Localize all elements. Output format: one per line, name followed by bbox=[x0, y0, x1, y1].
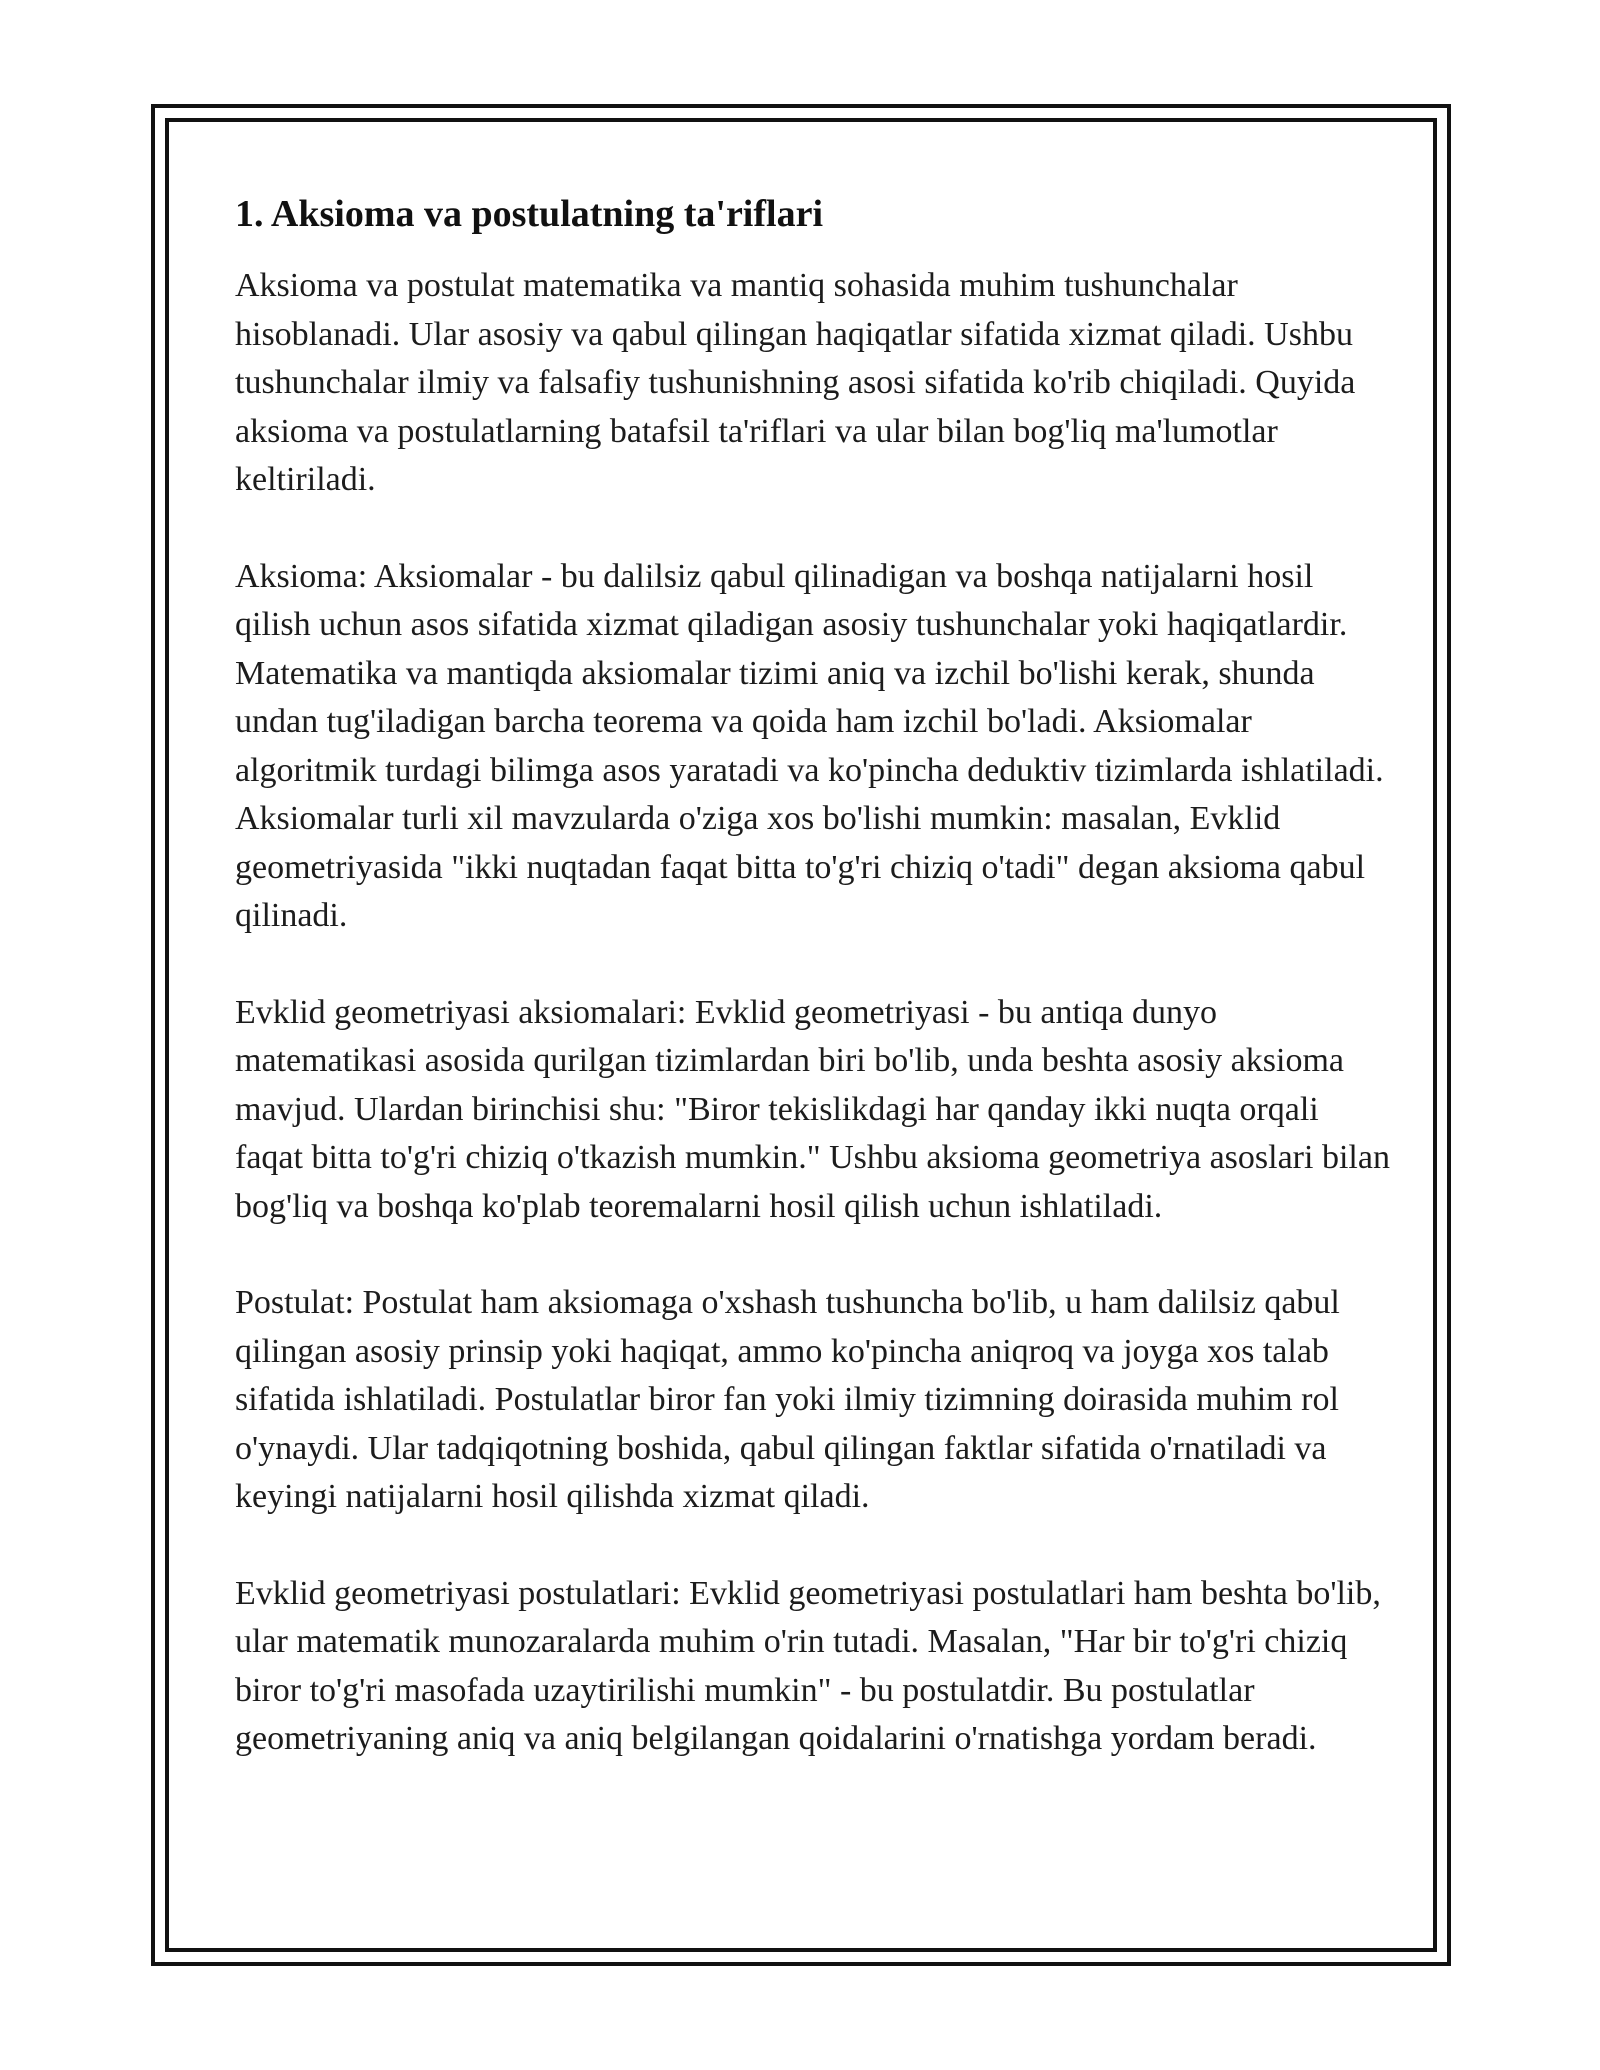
paragraph-euclid-postulates: Evklid geometriyasi postulatlari: Evklid geometriyasi postulatlari ham beshta bo'lib, ular matematik munozaralarda muhim o'rin tutadi. Masalan, "Har bir to'g'ri chiziq biror to'g'ri masofada uzaytirilishi mumkin" - bu postulatdir. Bu postulatlar geometriyaning aniq va aniq belgilangan qoidalarini o'rnatishga yordam beradi. bbox=[235, 1574, 1381, 1757]
paragraph-euclid-axioms: Evklid geometriyasi aksiomalari: Evklid geometriyasi - bu antiqa dunyo matematikasi asosida qurilgan tizimlardan biri bo'lib, unda beshta asosiy aksioma mavjud. Ulardan birinchisi shu: "Biror tekislikdagi har qanday ikki nuqta orqali faqat bitta to'g'ri chiziq o'tkazish mumkin." Ushbu aksioma geometriya asoslari bilan bog'liq va boshqa ko'plab teoremalarni hosil qilish uchun ishlatiladi. bbox=[235, 993, 1390, 1225]
document-body bbox=[235, 188, 1395, 1812]
paragraph-intro: Aksioma va postulat matematika va mantiq sohasida muhim tushunchalar hisoblanadi. Ular asosiy va qabul qilingan haqiqatlar sifatida xizmat qiladi. Ushbu tushunchalar ilmiy va falsafiy tushunishning asosi sifatida ko'rib chiqiladi. Quyida aksioma va postulatlarning batafsil ta'riflari va ular bilan bog'liq ma'lumotlar keltiriladi. bbox=[235, 267, 1356, 498]
section-heading: 1. Aksioma va postulatning ta'riflari bbox=[235, 193, 823, 235]
paragraph-postulate: Postulat: Postulat ham aksiomaga o'xshash tushuncha bo'lib, u ham dalilsiz qabul qilingan asosiy prinsip yoki haqiqat, ammo ko'pincha aniqroq va joyga xos talab sifatida ishlatiladi. Postulatlar biror fan yoki ilmiy tizimning doirasida muhim rol o'ynaydi. Ular tadqiqotning boshida, qabul qilingan faktlar sifatida o'rnatiladi va keyingi natijalarni hosil qilishda xizmat qiladi. bbox=[235, 1284, 1340, 1515]
paragraph-axiom: Aksioma: Aksiomalar - bu dalilsiz qabul qilinadigan va boshqa natijalarni hosil qilish uchun asos sifatida xizmat qiladigan asosiy tushunchalar yoki haqiqatlardir. Matematika va mantiqda aksiomalar tizimi aniq va izchil bo'lishi kerak, shunda undan tug'iladigan barcha teorema va qoida ham izchil bo'ladi. Aksiomalar algoritmik turdagi bilimga asos yaratadi va ko'pincha deduktiv tizimlarda ishlatiladi. Aksiomalar turli xil mavzularda o'ziga xos bo'lishi mumkin: masalan, Evklid geometriyasida "ikki nuqtadan faqat bitta to'g'ri chiziq o'tadi" degan aksioma qabul qilinadi. bbox=[235, 557, 1384, 934]
